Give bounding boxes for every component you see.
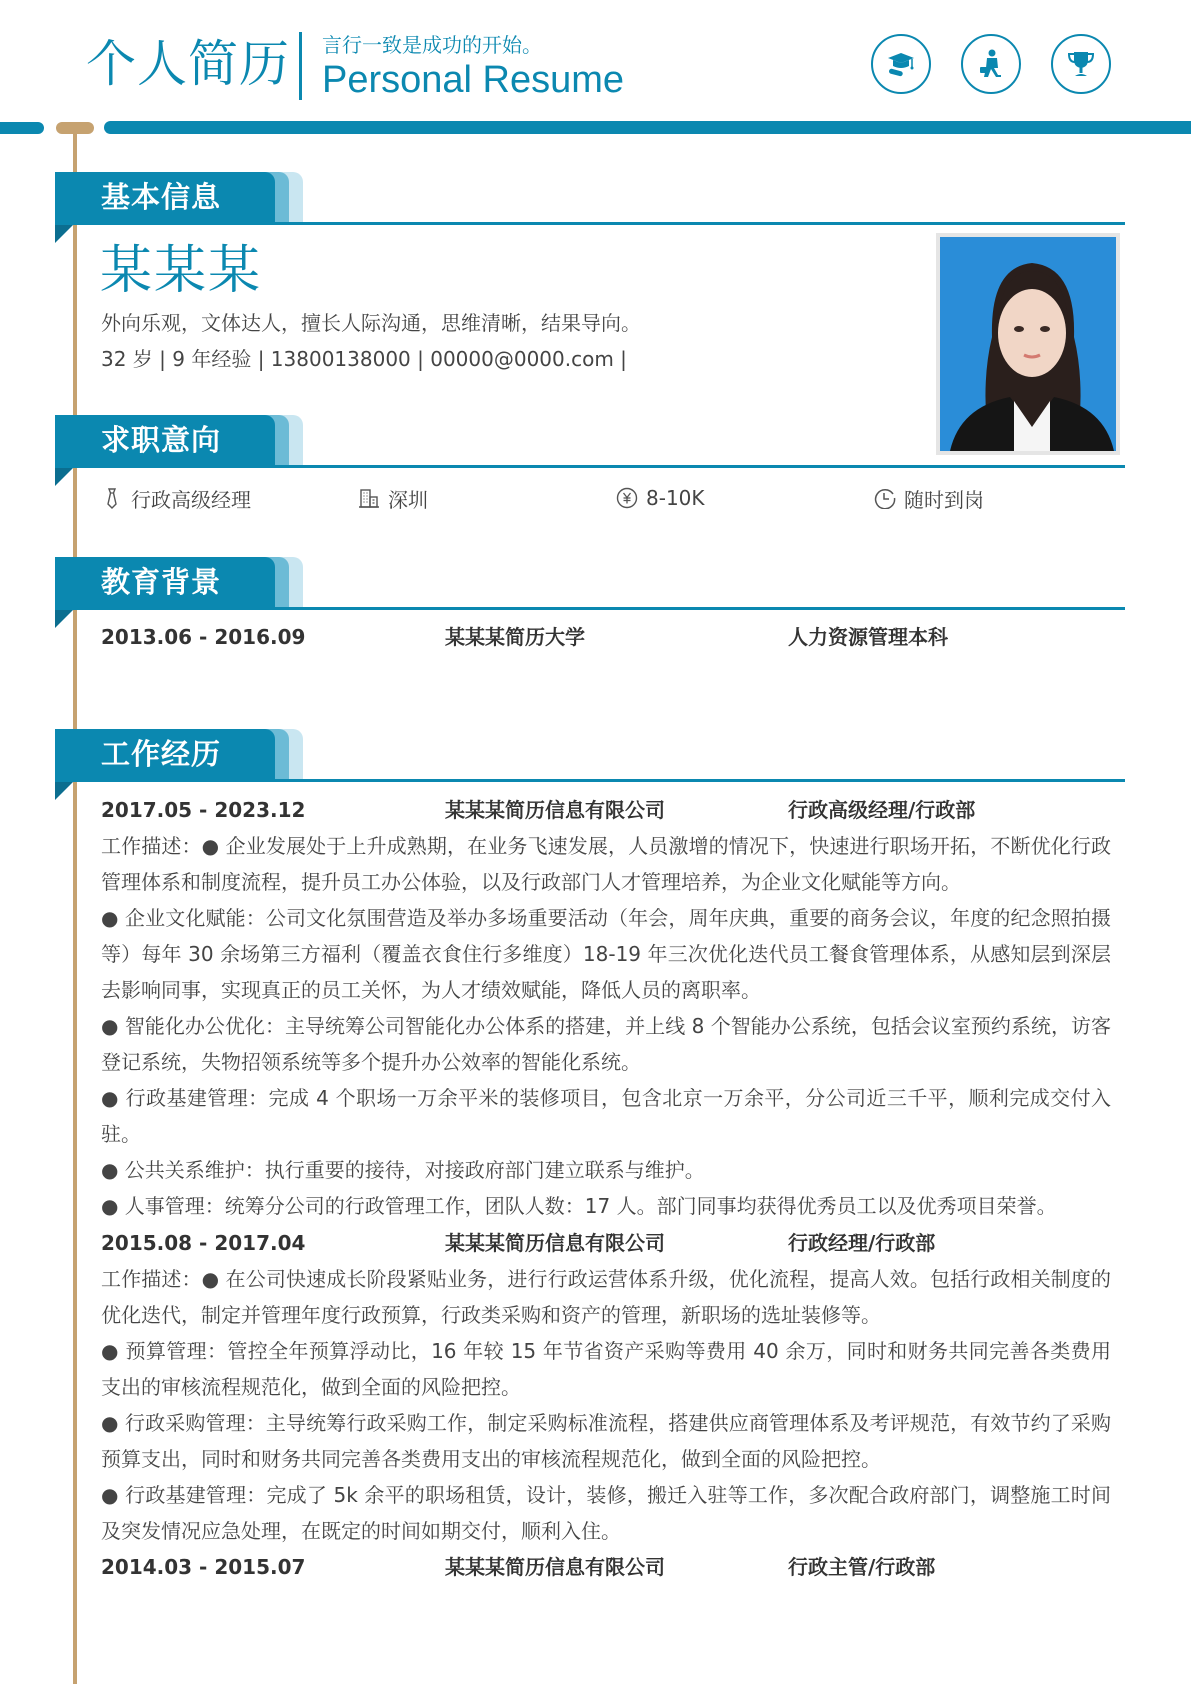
businessman-icon	[961, 34, 1021, 94]
header-divider	[299, 32, 302, 100]
job-period: 2014.03 - 2015.07	[101, 1555, 306, 1579]
job-role: 行政经理/行政部	[788, 1231, 936, 1255]
intention-salary	[616, 482, 705, 514]
clock-icon	[874, 487, 896, 509]
job-period: 2015.08 - 2017.04	[101, 1231, 306, 1255]
education-row	[101, 621, 1111, 653]
job-period: 2017.05 - 2023.12	[101, 798, 306, 822]
education-school: 某某某简历大学	[445, 625, 585, 649]
candidate-tagline: 外向乐观，文体达人，擅长人际沟通，思维清晰，结果导向。	[101, 311, 641, 335]
intention-city-value: 深圳	[388, 487, 428, 512]
section-title: 工作经历	[101, 737, 222, 771]
section-job-intention	[55, 415, 1125, 477]
intention-city	[358, 482, 428, 514]
job-bullet: ● 企业文化赋能：公司文化氛围营造及举办多场重要活动（年会，周年庆典，重要的商务会议，年度的纪念照拍摄等）每年 30 余场第三方福利（覆盖衣食住行多维度）18-19 年三次优化迭代员工餐食管理体系，从感知层到深层去影响同事，实现真正的员工关怀，为人才绩效赋能，降低人员的离职率。	[101, 906, 1111, 1002]
job-role: 行政主管/行政部	[788, 1555, 936, 1579]
timeline-line	[73, 134, 77, 1684]
candidate-name: 某某某	[100, 241, 263, 301]
job-bullet: ● 公共关系维护：执行重要的接待，对接政府部门建立联系与维护。	[101, 1158, 705, 1182]
header-bar-main	[104, 121, 1191, 134]
section-title: 教育背景	[101, 565, 222, 599]
job-company: 某某某简历信息有限公司	[445, 1555, 665, 1579]
resume-title: 个人简历	[86, 35, 290, 93]
intention-salary-value: 8-10K	[646, 486, 705, 510]
intention-position	[101, 482, 251, 514]
header-motto: 言行一致是成功的开始。	[322, 33, 542, 57]
header-subtitle: Personal Resume	[322, 59, 625, 101]
job-bullet: ● 行政基建管理：完成了 5k 余平的职场租赁，设计，装修，搬迁入驻等工作，多次配合政府部门，调整施工时间及突发情况应急处理，在既定的时间如期交付，顺利入住。	[101, 1483, 1111, 1543]
job-bullet: ● 行政基建管理：完成 4 个职场一万余平米的装修项目，包含北京一万余平，分公司近三千平，顺利完成交付入驻。	[101, 1086, 1111, 1146]
job-description: 工作描述：● 企业发展处于上升成熟期，在业务飞速发展，人员激增的情况下，快速进行职场开拓，不断优化行政管理体系和制度流程，提升员工办公体验，以及行政部门人才管理培养，为企业文化赋能等方向。	[101, 834, 1111, 894]
education-period: 2013.06 - 2016.09	[101, 625, 306, 649]
header-bar-left	[0, 122, 44, 134]
job-role: 行政高级经理/行政部	[788, 798, 976, 822]
job-header	[101, 794, 1111, 826]
job-header	[101, 1227, 1111, 1259]
candidate-contact: 32 岁 | 9 年经验 | 13800138000 | 00000@0000.com |	[101, 347, 627, 371]
tie-icon	[101, 487, 123, 509]
job-description: 工作描述：● 在公司快速成长阶段紧贴业务，进行行政运营体系升级，优化流程，提高人效。包括行政相关制度的优化迭代，制定并管理年度行政预算，行政类采购和资产的管理，新职场的选址装修等。	[101, 1267, 1111, 1327]
yuan-icon	[616, 487, 638, 509]
intention-position-value: 行政高级经理	[131, 487, 251, 512]
job-company: 某某某简历信息有限公司	[445, 798, 665, 822]
section-title: 求职意向	[101, 423, 222, 457]
intention-availability-value: 随时到岗	[904, 487, 984, 512]
building-icon	[358, 487, 380, 509]
job-company: 某某某简历信息有限公司	[445, 1231, 665, 1255]
trophy-icon	[1051, 34, 1111, 94]
job-bullet: ● 人事管理：统筹分公司的行政管理工作，团队人数：17 人。部门同事均获得优秀员工以及优秀项目荣誉。	[101, 1194, 1057, 1218]
section-education	[55, 557, 1125, 619]
intention-availability	[874, 482, 984, 514]
job-bullet: ● 预算管理：管控全年预算浮动比，16 年较 15 年节省资产采购等费用 40 余万，同时和财务共同完善各类费用支出的审核流程规范化，做到全面的风险把控。	[101, 1339, 1111, 1399]
section-title: 基本信息	[101, 180, 222, 214]
job-header	[101, 1551, 1111, 1583]
graduation-cap-icon	[871, 34, 931, 94]
section-basic-info	[55, 172, 1125, 234]
job-bullet: ● 智能化办公优化：主导统筹公司智能化办公体系的搭建，并上线 8 个智能办公系统，包括会议室预约系统，访客登记系统，失物招领系统等多个提升办公效率的智能化系统。	[101, 1014, 1111, 1074]
section-work-experience	[55, 729, 1125, 791]
header-bar-gold	[56, 122, 94, 134]
education-major: 人力资源管理本科	[788, 625, 948, 649]
job-bullet: ● 行政采购管理：主导统筹行政采购工作，制定采购标准流程，搭建供应商管理体系及考评规范，有效节约了采购预算支出，同时和财务共同完善各类费用支出的审核流程规范化，做到全面的风险把控。	[101, 1411, 1111, 1471]
